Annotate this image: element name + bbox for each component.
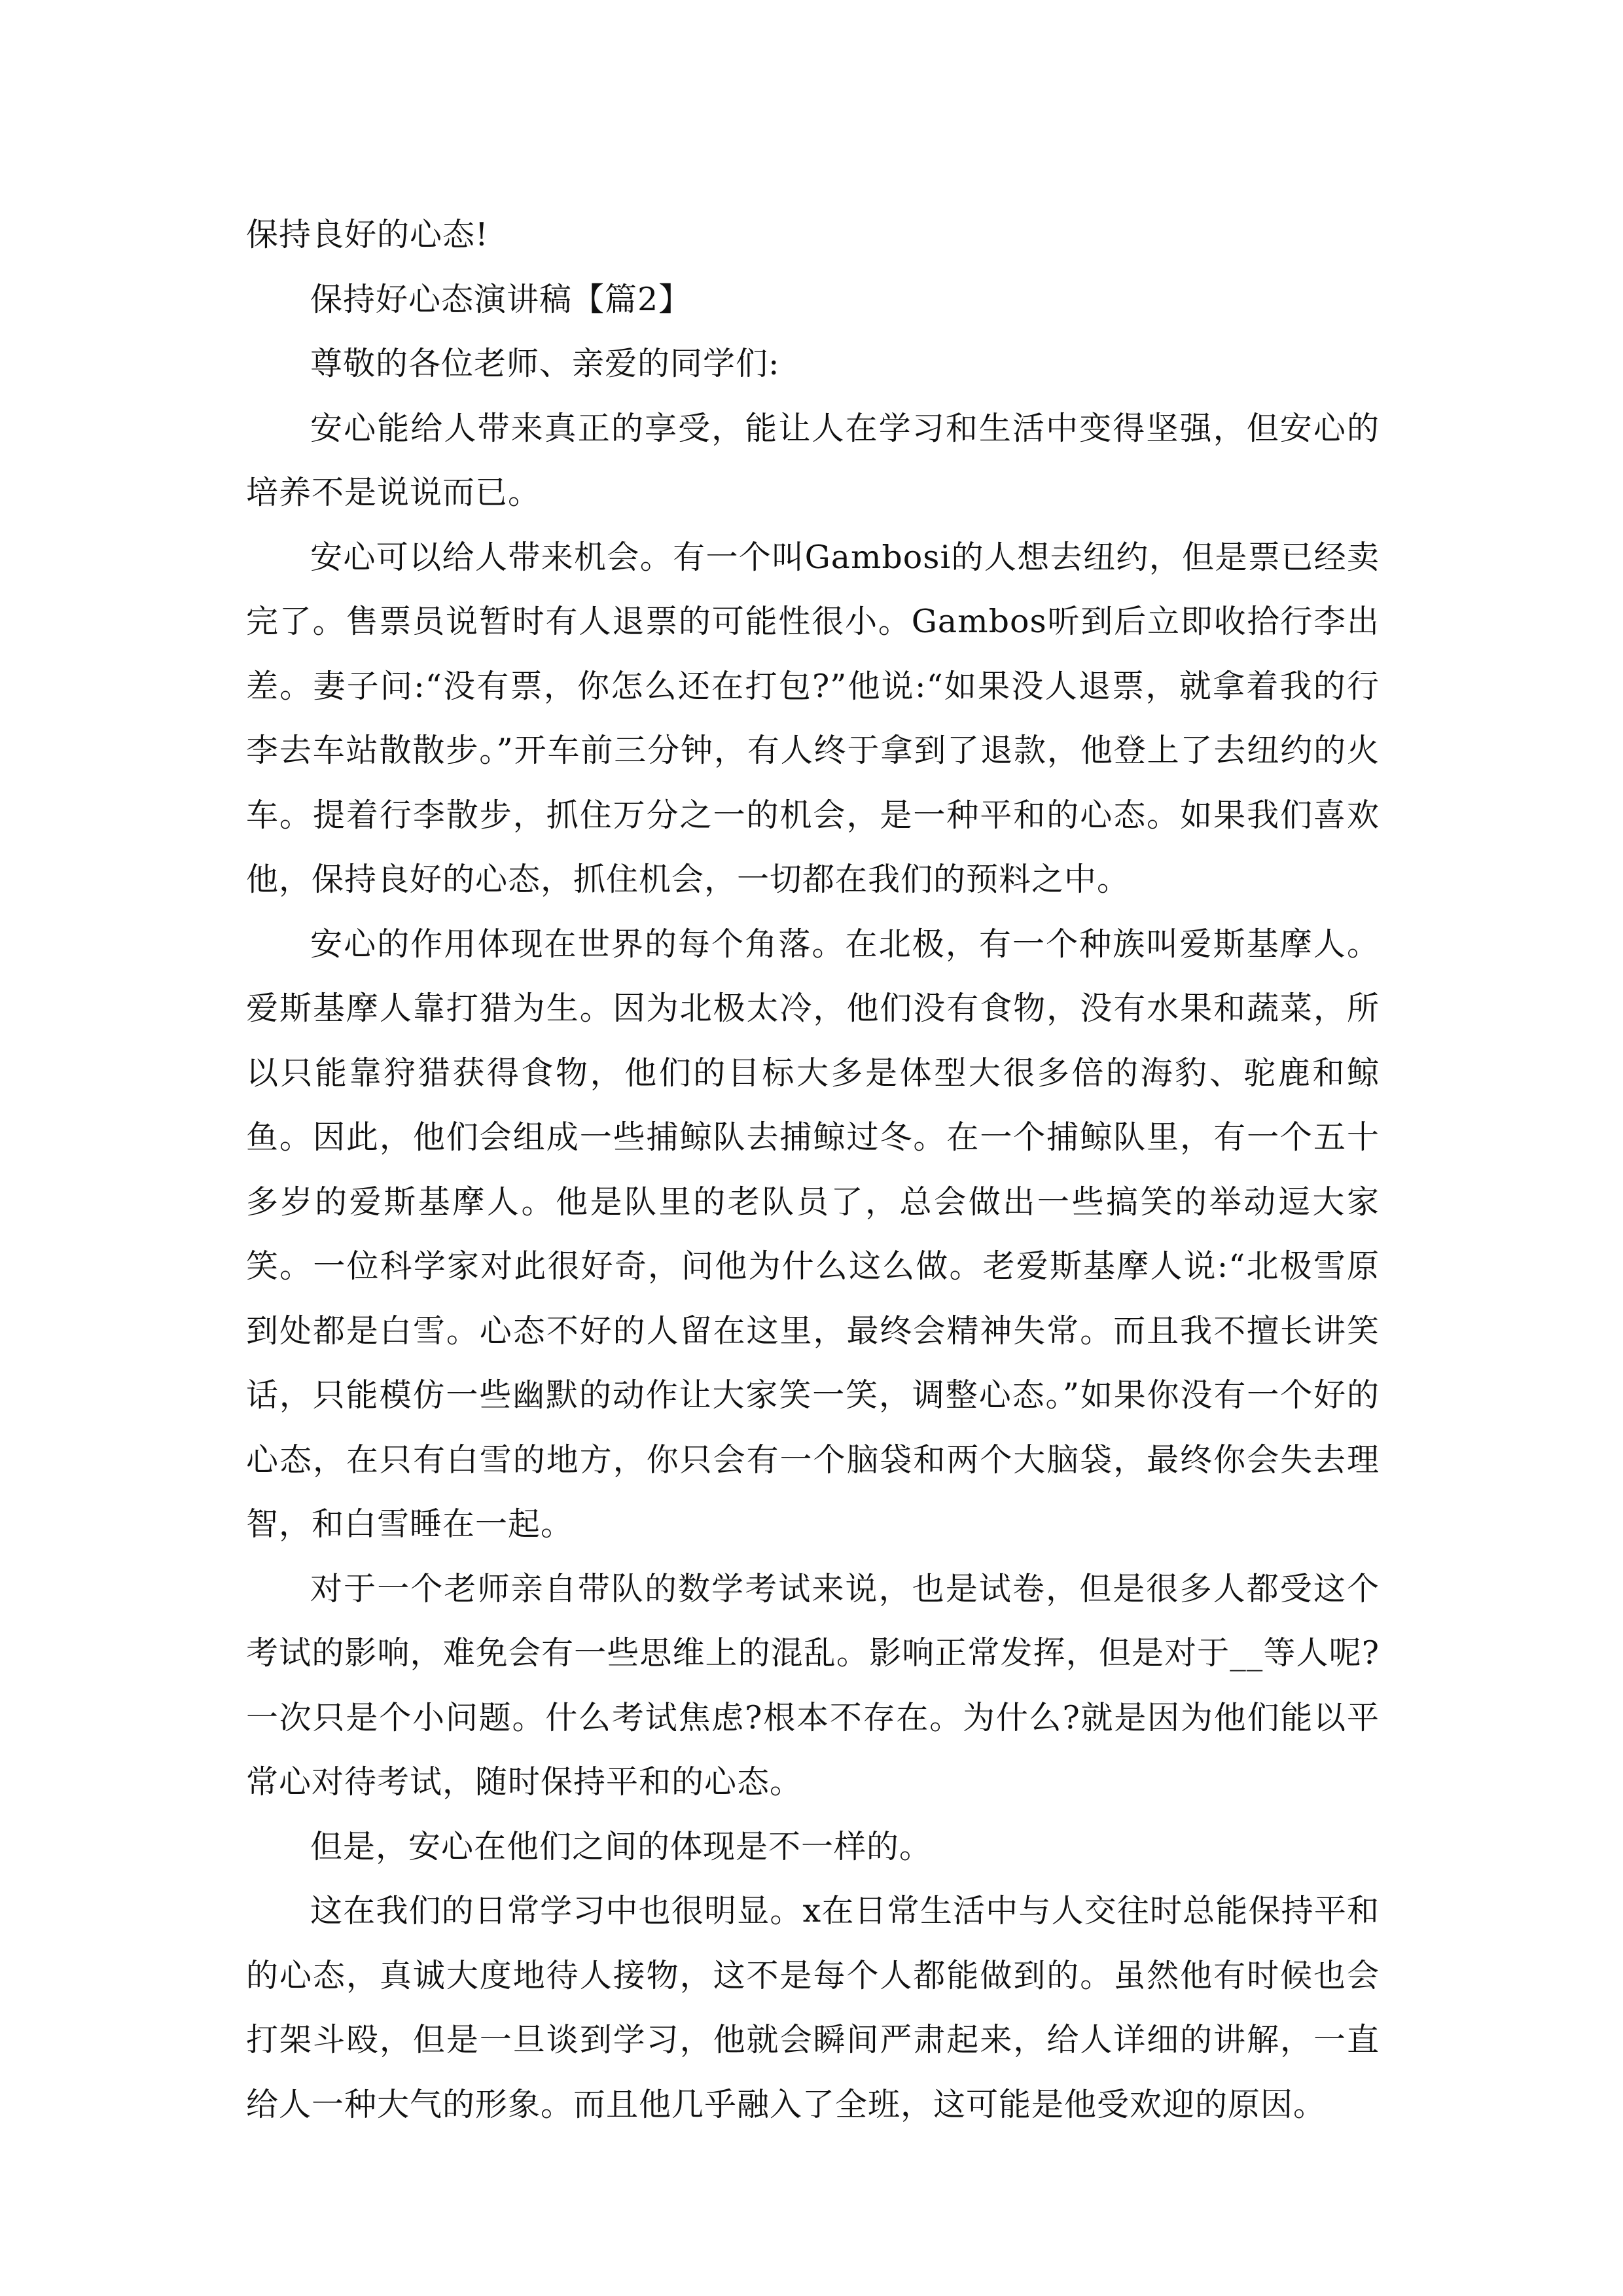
salutation: 尊敬的各位老师、亲爱的同学们:: [310, 345, 780, 382]
paragraph: 安心的作用体现在世界的每个角落。在北极，有一个种族叫爱斯基摩人。爱斯基摩人靠打猎为生。因为北极太冷，他们没有食物，没有水果和蔬菜，所以只能靠狩猎获得食物，他们的目标大多是体型大很多倍的海豹、驼鹿和鲸鱼。因此，他们会组成一些捕鲸队去捕鲸过冬。在一个捕鲸队里，有一个五十多岁的爱斯基摩人。他是队里的老队员了，总会做出一些搞笑的举动逗大家笑。一位科学家对此很好奇，问他为什么这么做。老爱斯基摩人说:“北极雪原到处都是白雪。心态不好的人留在这里，最终会精神失常。而且我不擅长讲笑话，只能模仿一些幽默的动作让大家笑一笑，调整心态。”如果你没有一个好的心态，在只有白雪的地方，你只会有一个脑袋和两个大脑袋，最终你会失去理智，和白雪睡在一起。: [246, 925, 1380, 1543]
section-title: 保持好心态演讲稿【篇2】: [310, 280, 692, 318]
paragraph: 安心可以给人带来机会。有一个叫Gambosi的人想去纽约，但是票已经卖完了。售票员说暂时有人退票的可能性很小。Gambos听到后立即收拾行李出差。妻子问:“没有票，你怎么还在打包?”他说:“如果没人退票，就拿着我的行李去车站散散步。”开车前三分钟，有人终于拿到了退款，他登上了去纽约的火车。提着行李散步，抓住万分之一的机会，是一种平和的心态。如果我们喜欢他，保持良好的心态，抓住机会，一切都在我们的预料之中。: [246, 538, 1380, 898]
paragraph: 这在我们的日常学习中也很明显。x在日常生活中与人交往时总能保持平和的心态，真诚大度地待人接物，这不是每个人都能做到的。虽然他有时候也会打架斗殴，但是一旦谈到学习，他就会瞬间严肃起来，给人详细的讲解，一直给人一种大气的形象。而且他几乎融入了全班，这可能是他受欢迎的原因。: [246, 1892, 1380, 2123]
closing-line: 保持良好的心态!: [246, 216, 489, 253]
paragraph: 对于一个老师亲自带队的数学考试来说，也是试卷，但是很多人都受这个考试的影响，难免会有一些思维上的混乱。影响正常发挥，但是对于__等人呢?一次只是个小问题。什么考试焦虑?根本不存在。为什么?就是因为他们能以平常心对待考试，随时保持平和的心态。: [246, 1570, 1380, 1801]
paragraph: 但是，安心在他们之间的体现是不一样的。: [310, 1827, 933, 1865]
paragraph: 安心能给人带来真正的享受，能让人在学习和生活中变得坚强，但安心的培养不是说说而已。: [246, 409, 1380, 511]
document-body: [246, 203, 1380, 2137]
